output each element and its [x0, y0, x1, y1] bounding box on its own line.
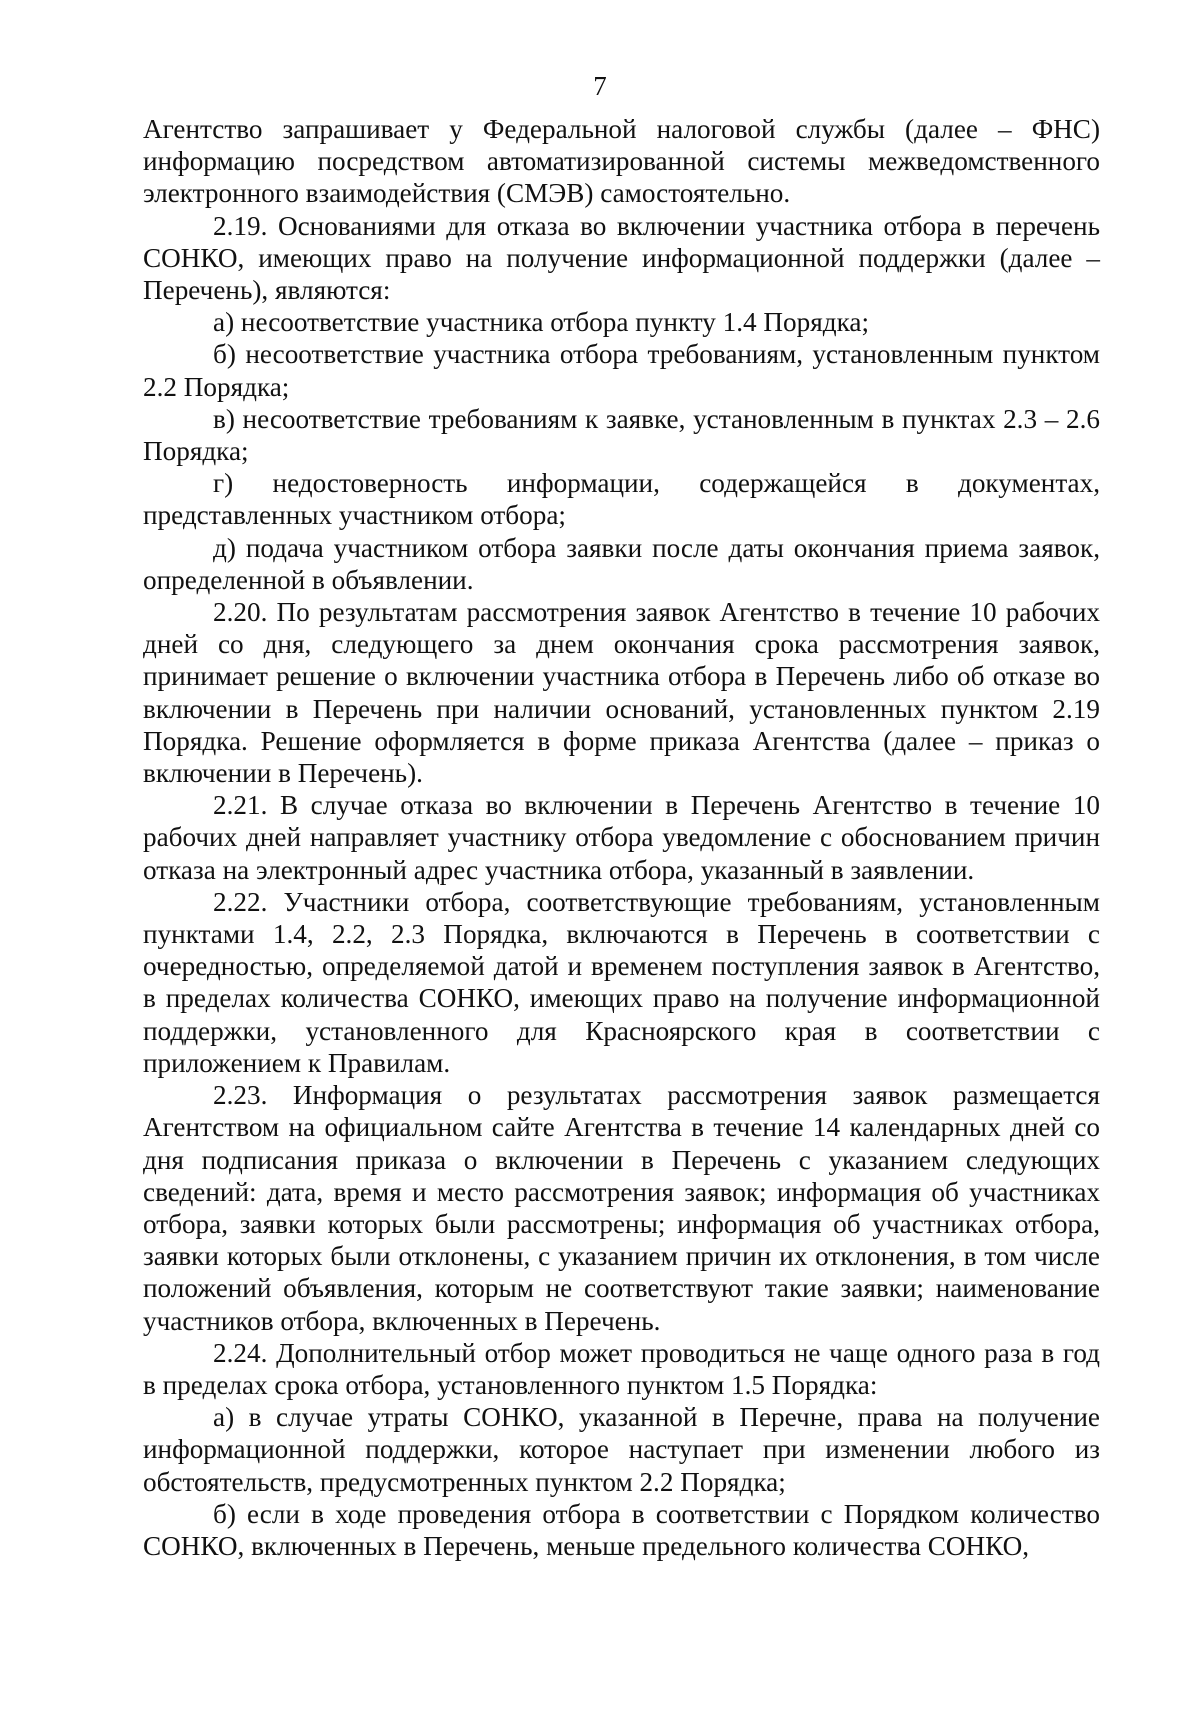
paragraph: 2.23. Информация о результатах рассмотрения заявок размещается Агентством на официальном сайте Агентства в течение 14 календарных дней со дня подписания приказа о включении в Перечень с указанием следующих сведений: дата, время и место рассмотрения заявок; информация об участниках отбора, заявки которых были рассмотрены; информация об участниках отбора, заявки которых были отклонены, с указанием причин их отклонения, в том числе положений объявления, которым не соответствуют такие заявки; наименование участников отбора, включенных в Перечень. [143, 1080, 1100, 1336]
list-item: в) несоответствие требованиям к заявке, установленным в пунктах 2.3 – 2.6 Порядка; [143, 403, 1100, 467]
paragraph: 2.19. Основаниями для отказа во включении участника отбора в перечень СОНКО, имеющих право на получение информационной поддержки (далее – Перечень), являются: [143, 210, 1100, 306]
paragraph: 2.22. Участники отбора, соответствующие требованиям, установленным пунктами 1.4, 2.2, 2.3 Порядка, включаются в Перечень в соответствии с очередностью, определяемой датой и временем поступления заявок в Агентство, в пределах количества СОНКО, имеющих право на получение информационной поддержки, установленного для Красноярского края в соответствии с приложением к Правилам. [143, 886, 1100, 1078]
paragraph: Агентство запрашивает у Федеральной налоговой службы (далее – ФНС) информацию посредством автоматизированной системы межведомственного электронного взаимодействия (СМЭВ) самостоятельно. [143, 114, 1100, 209]
paragraph: 2.24. Дополнительный отбор может проводиться не чаще одного раза в год в пределах срока отбора, установленного пунктом 1.5 Порядка: [143, 1337, 1100, 1400]
list-item: б) несоответствие участника отбора требованиям, установленным пунктом 2.2 Порядка; [143, 339, 1100, 402]
list-item: а) несоответствие участника отбора пункту 1.4 Порядка; [213, 307, 870, 338]
list-item: б) если в ходе проведения отбора в соответствии с Порядком количество СОНКО, включенных в Перечень, меньше предельного количества СОНКО, [143, 1498, 1100, 1561]
document-body [143, 113, 1100, 1562]
list-item: д) подача участником отбора заявки после даты окончания приема заявок, определенной в объявлении. [143, 532, 1100, 595]
list-item: г) недостоверность информации, содержащейся в документах, представленных участником отбора; [143, 468, 1100, 531]
page-number: 7 [593, 71, 607, 101]
list-item: а) в случае утраты СОНКО, указанной в Перечне, права на получение информационной поддержки, которое наступает при изменении любого из обстоятельств, предусмотренных пунктом 2.2 Порядка; [143, 1402, 1100, 1497]
paragraph: 2.21. В случае отказа во включении в Перечень Агентство в течение 10 рабочих дней направляет участнику отбора уведомление с обоснованием причин отказа на электронный адрес участника отбора, указанный в заявлении. [143, 790, 1100, 885]
paragraph: 2.20. По результатам рассмотрения заявок Агентство в течение 10 рабочих дней со дня, следующего за днем окончания срока рассмотрения заявок, принимает решение о включении участника отбора в Перечень либо об отказе во включении в Перечень при наличии оснований, установленных пунктом 2.19 Порядка. Решение оформляется в форме приказа Агентства (далее – приказ о включении в Перечень). [143, 597, 1100, 789]
